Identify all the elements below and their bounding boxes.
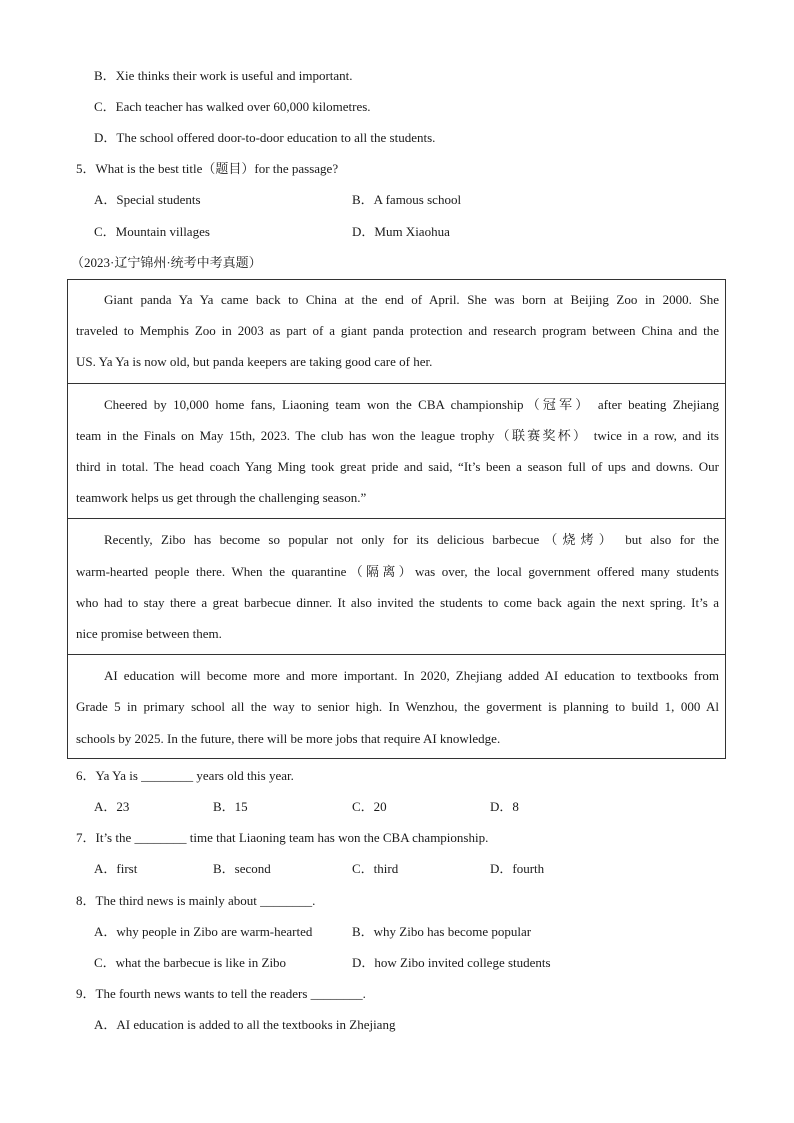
q5-stem: 5．What is the best title（题目）for the passage? — [76, 161, 339, 176]
passage-line: Cheered by 10,000 home fans, Liaoning team won the CBA championship（冠军） after beating Zhejiang — [104, 397, 719, 412]
q4-option-b: B．Xie thinks their work is useful and important. — [94, 68, 353, 83]
q7-option-b: B．second — [213, 861, 271, 876]
q8-stem: 8．The third news is mainly about ________. — [76, 893, 316, 908]
passage-line: teamwork helps us get through the challenging season.” — [76, 490, 367, 505]
q6-option-b: B．15 — [213, 799, 248, 814]
q5-option-c: C．Mountain villages — [94, 224, 210, 239]
passage-line: US. Ya Ya is now old, but panda keepers are taking good care of her. — [76, 354, 433, 369]
q9-stem: 9．The fourth news wants to tell the readers ________. — [76, 986, 366, 1001]
passage-line: Recently, Zibo has become so popular not only for its delicious barbecue（烧烤） but also for the — [104, 532, 719, 547]
passage-line: AI education will become more and more important. In 2020, Zhejiang added AI education to textbooks from — [104, 668, 719, 683]
q7-option-d: D．fourth — [490, 861, 545, 876]
q8-option-c: C．what the barbecue is like in Zibo — [94, 955, 287, 970]
passage-line: traveled to Memphis Zoo in 2003 as part of a giant panda protection and research program between China and the — [76, 323, 719, 338]
passage-line: who had to stay there a great barbecue dinner. It also invited the students to come back again the next spring. It’s a — [76, 595, 719, 610]
q6-option-c: C．20 — [352, 799, 387, 814]
q6-option-a: A．23 — [94, 799, 130, 814]
passage-divider — [68, 518, 725, 519]
passage-line: schools by 2025. In the future, there will be more jobs that require AI knowledge. — [76, 731, 501, 746]
source-label: （2023·辽宁锦州·统考中考真题） — [71, 255, 262, 270]
q7-option-a: A．first — [94, 861, 138, 876]
q5-option-a: A．Special students — [94, 192, 201, 207]
q5-option-d: D．Mum Xiaohua — [352, 224, 450, 239]
passage-line: third in total. The head coach Yang Ming took great pride and said, “It’s been a season full of ups and downs. Our — [76, 459, 719, 474]
passage-divider — [68, 383, 725, 384]
q8-option-d: D．how Zibo invited college students — [352, 955, 551, 970]
q4-option-d: D．The school offered door-to-door education to all the students. — [94, 130, 436, 145]
passage-line: warm-hearted people there. When the quarantine（隔离）was over, the local government offered many students — [76, 564, 719, 579]
q6-stem: 6．Ya Ya is ________ years old this year. — [76, 768, 294, 783]
passage-line: team in the Finals on May 15th, 2023. The club has won the league trophy（联赛奖杯） twice in a row, and its — [76, 428, 719, 443]
q6-option-d: D．8 — [490, 799, 519, 814]
passage-box — [67, 279, 726, 759]
q5-option-b: B．A famous school — [352, 192, 462, 207]
q7-stem: 7．It’s the ________ time that Liaoning team has won the CBA championship. — [76, 830, 489, 845]
passage-line: Giant panda Ya Ya came back to China at the end of April. She was born at Beijing Zoo in 2000. She — [104, 292, 719, 307]
q4-option-c: C．Each teacher has walked over 60,000 kilometres. — [94, 99, 371, 114]
q8-option-b: B．why Zibo has become popular — [352, 924, 532, 939]
q9-option-a: A．AI education is added to all the textbooks in Zhejiang — [94, 1017, 396, 1032]
q7-option-c: C．third — [352, 861, 399, 876]
passage-line: Grade 5 in primary school all the way to senior high. In Wenzhou, the goverment is planning to build 1, 000 Al — [76, 699, 719, 714]
q8-option-a: A．why people in Zibo are warm-hearted — [94, 924, 313, 939]
passage-divider — [68, 654, 725, 655]
passage-line: nice promise between them. — [76, 626, 222, 641]
